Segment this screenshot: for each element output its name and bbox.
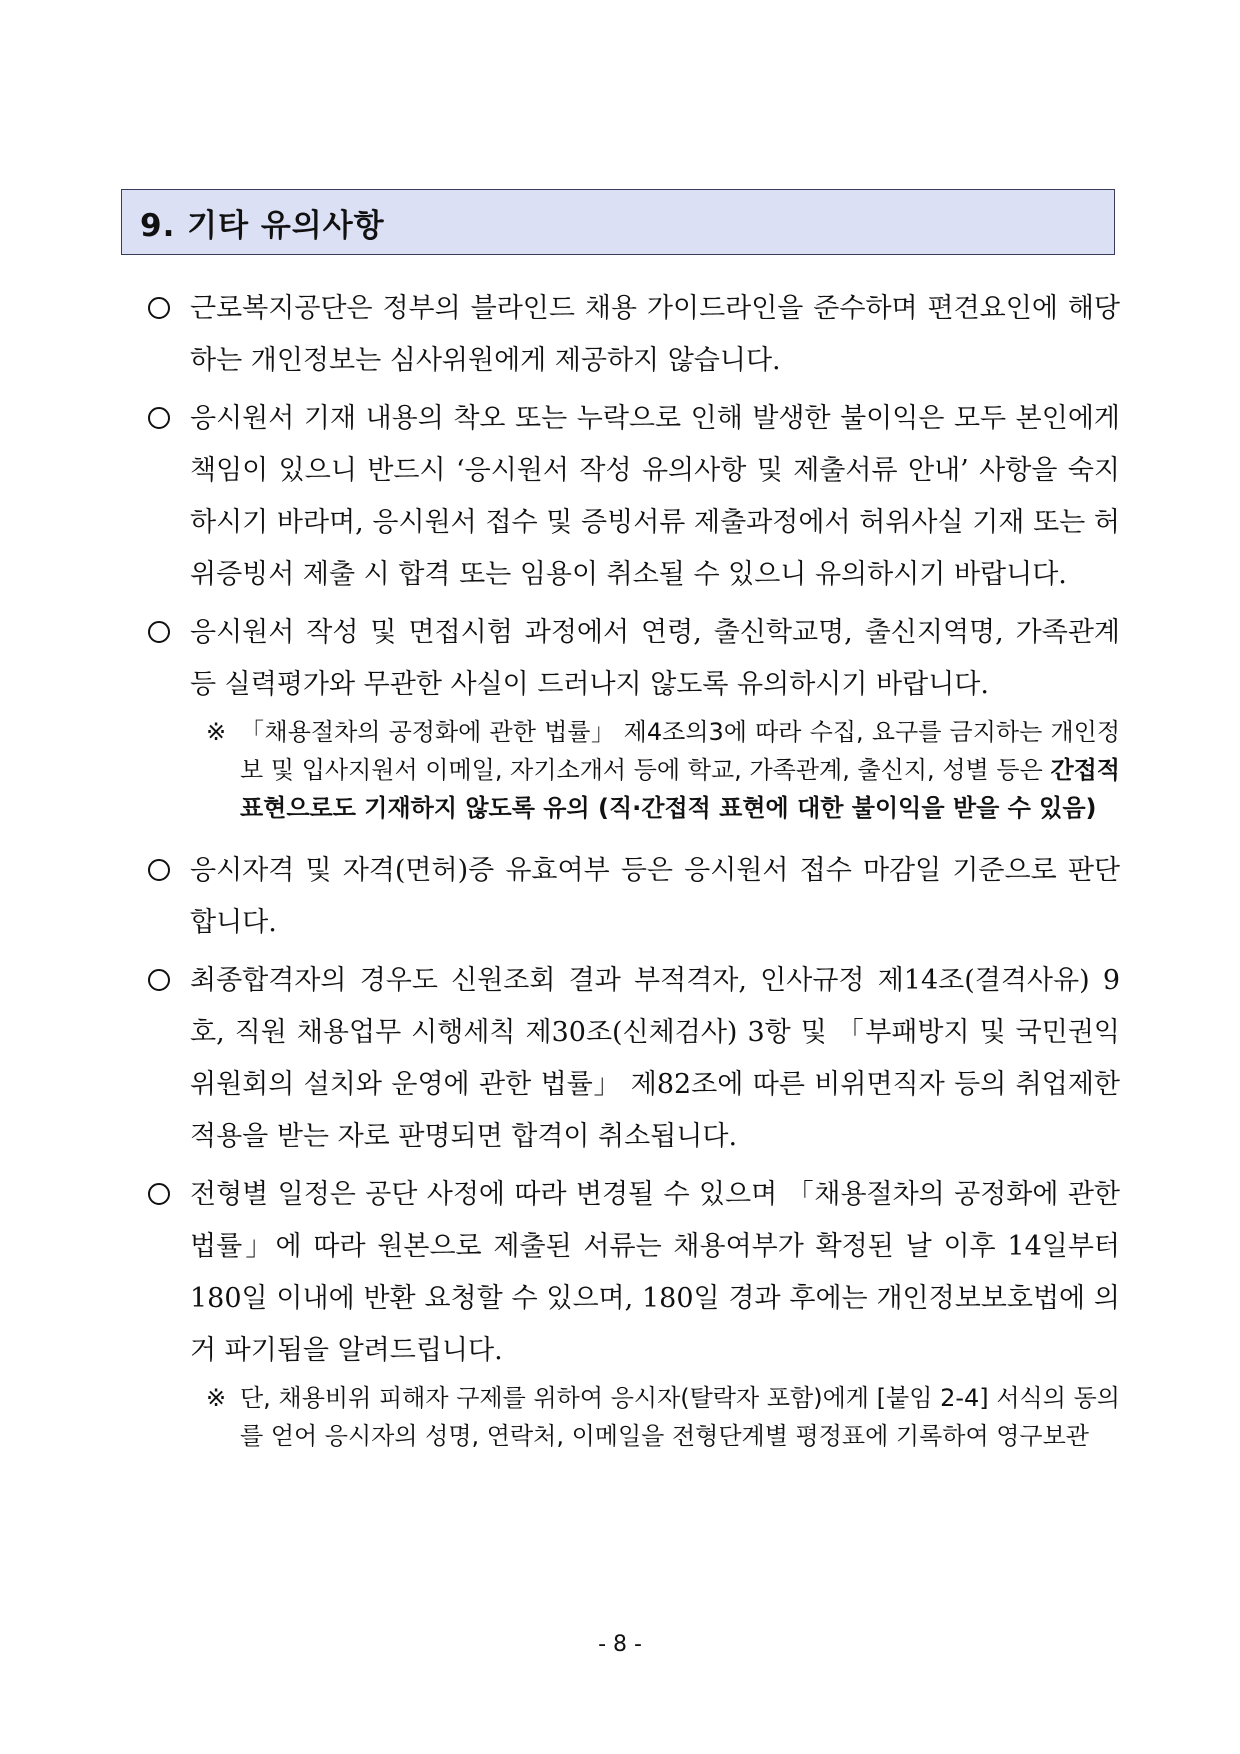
note-text: 「채용절차의 공정화에 관한 법률」 제4조의3에 따라 수집, 요구를 금지하는 개인정보 및 입사지원서 이메일, 자기소개서 등에 학교, 가족관계, 출신지, 성별 등은 [240,718,1120,784]
notice-item [140,1169,1120,1377]
circle-bullet-icon [148,859,170,881]
notice-text: 최종합격자의 경우도 신원조회 결과 부적격자, 인사규정 제14조(결격사유) 9호, 직원 채용업무 시행세칙 제30조(신체검사) 3항 및 「부패방지 및 국민권익위원회의 설치와 운영에 관한 법률」 제82조에 따른 비위면직자 등의 취업제한 적용을 받는 자로 판명되면 합격이 취소됩니다. [190,965,1120,1152]
circle-bullet-icon [148,407,170,429]
notice-item [140,393,1120,601]
page-number: - 8 - [598,1632,642,1657]
notice-text: 근로복지공단은 정부의 블라인드 채용 가이드라인을 준수하며 편견요인에 해당하는 개인정보는 심사위원에게 제공하지 않습니다. [190,293,1120,376]
notice-text: 응시자격 및 자격(면허)증 유효여부 등은 응시원서 접수 마감일 기준으로 판단합니다. [190,855,1120,938]
notice-text: 응시원서 작성 및 면접시험 과정에서 연령, 출신학교명, 출신지역명, 가족관계 등 실력평가와 무관한 사실이 드러나지 않도록 유의하시기 바랍니다. [190,617,1120,700]
notice-item [140,607,1120,711]
notice-item [140,283,1120,387]
note-emphasis: 간접적 표현으로도 기재하지 않도록 유의 (직·간접적 표현에 대한 불이익을 받을 수 있음) [240,756,1120,822]
circle-bullet-icon [148,969,170,991]
note-text: 단, 채용비위 피해자 구제를 위하여 응시자(탈락자 포함)에게 [붙임 2-4] 서식의 동의를 얻어 응시자의 성명, 연락처, 이메일을 전형단계별 평정표에 기록하여 영구보관 [240,1384,1120,1450]
circle-bullet-icon [148,297,170,319]
note-mark: ※ [206,1384,227,1412]
notice-list [140,283,1120,1473]
reference-note [166,713,1120,827]
circle-bullet-icon [148,1183,170,1205]
notice-item [140,955,1120,1163]
circle-bullet-icon [148,621,170,643]
reference-note [166,1379,1120,1455]
note-mark: ※ [206,718,227,746]
section-header [121,189,1115,255]
section-title: 9. 기타 유의사항 [140,207,385,244]
notice-text: 전형별 일정은 공단 사정에 따라 변경될 수 있으며 「채용절차의 공정화에 관한 법률」에 따라 원본으로 제출된 서류는 채용여부가 확정된 날 이후 14일부터 180일 이내에 반환 요청할 수 있으며, 180일 경과 후에는 개인정보보호법에 의거 파기됨을 알려드립니다. [190,1179,1120,1366]
notice-item [140,845,1120,949]
notice-text: 응시원서 기재 내용의 착오 또는 누락으로 인해 발생한 불이익은 모두 본인에게 책임이 있으니 반드시 ‘응시원서 작성 유의사항 및 제출서류 안내’ 사항을 숙지하시기 바라며, 응시원서 접수 및 증빙서류 제출과정에서 허위사실 기재 또는 허위증빙서 제출 시 합격 또는 임용이 취소될 수 있으니 유의하시기 바랍니다. [190,403,1120,590]
